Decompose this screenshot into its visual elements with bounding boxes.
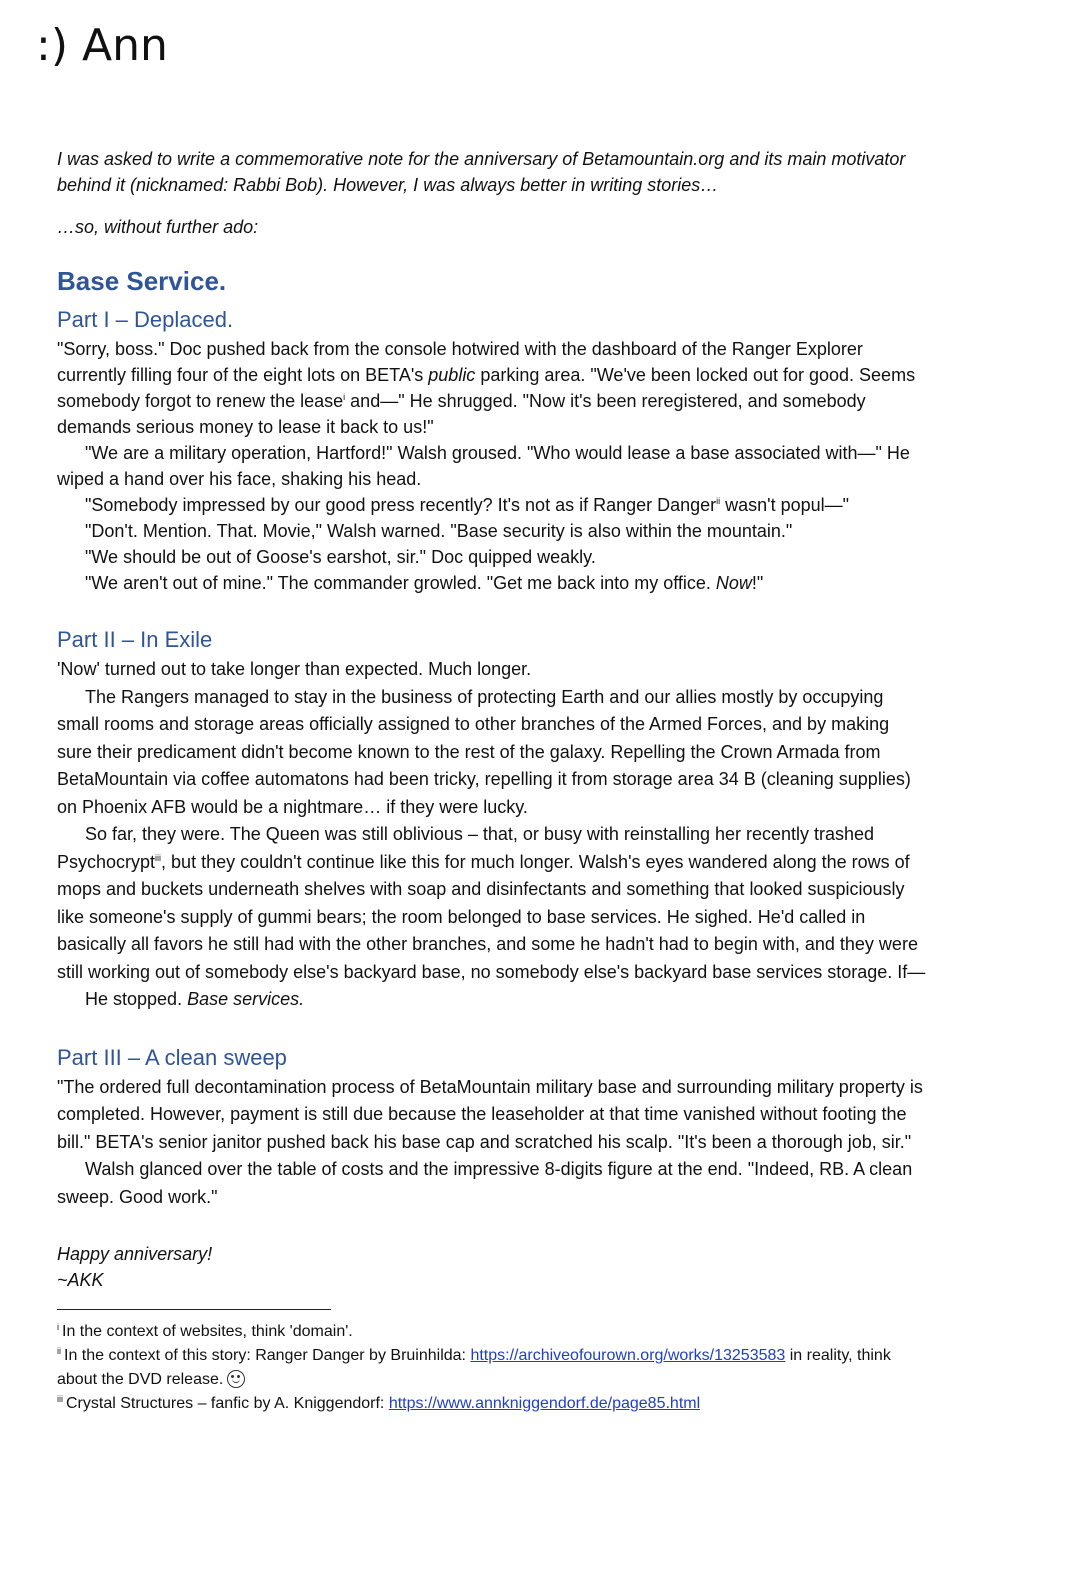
footnote-mark: i (57, 1321, 59, 1332)
part-1-paragraph-2: "We are a military operation, Hartford!" Walsh groused. "Who would lease a base associated with—" He wiped a hand over his face, shaking his head. (57, 443, 910, 489)
footnote-ref-iii[interactable]: iii (155, 852, 162, 863)
footnote-separator (57, 1309, 331, 1310)
part-2 (57, 626, 927, 1014)
part-3 (57, 1044, 927, 1212)
footnote-3: $^{iii}$ Crystal Structures – fanfic by A. Kniggendorf: https://www.annkniggendorf.de/page85.html (57, 1393, 701, 1412)
part-3-paragraph-2: Walsh glanced over the table of costs and the impressive 8-digits figure at the end. "Indeed, RB. A clean sweep. Good work." (57, 1159, 913, 1207)
footnote-1: $^i$ In the context of websites, think 'domain'. (57, 1321, 353, 1340)
part-2-paragraph-3: So far, they were. The Queen was still oblivious – that, or busy with reinstalling her recently trashed Psychocrypt$^{iii}$, but they couldn't continue like this for much longer. Walsh's eyes wandered along the rows of mops and buckets underneath shelves with soap and disinfectants and something that looked suspiciously like someone's supply of gummi bears; the room belonged to base services. He sighed. He'd called in basically all favors he still had with the other branches, and some he hadn't had to begin with, and they were still working out of somebody else's backyard base, no somebody else's backyard base services storage. If— (57, 824, 926, 982)
footnote-ref-ii[interactable]: ii (716, 496, 721, 506)
part-1-title: Part I – Deplaced. (57, 307, 234, 332)
kniggendorf-link[interactable]: https://www.annkniggendorf.de/page85.html (388, 1395, 701, 1412)
page-title: :) Ann (36, 20, 168, 71)
footnote-mark: ii (57, 1345, 61, 1356)
part-1 (57, 306, 927, 596)
part-2-paragraph-1: 'Now' turned out to take longer than expected. Much longer. (57, 659, 532, 679)
intro (57, 146, 927, 240)
part-1-paragraph-5: "We should be out of Goose's earshot, sir." Doc quipped weakly. (85, 547, 596, 567)
closing (57, 1241, 927, 1293)
footnote-mark: iii (57, 1393, 63, 1404)
part-1-paragraph-1: "Sorry, boss." Doc pushed back from the console hotwired with the dashboard of the Ranger Explorer currently filling four of the eight lots on BETA's public parking area. "We've been locked out for good. Seems somebody forgot to renew the lease$^i$ and—" He shrugged. "Now it's been reregistered, and somebody demands serious money to lease it back to us!" (57, 339, 916, 437)
footnote-ref-i[interactable]: i (343, 392, 346, 402)
closing-greeting: Happy anniversary! (57, 1244, 213, 1264)
part-3-title: Part III – A clean sweep (57, 1044, 287, 1070)
story-title: Base Service. (57, 266, 227, 296)
footnote-2: $^{ii}$ In the context of this story: Ranger Danger by Bruinhilda: https://archiveofourown.org/works/13253583 in reality, think about the DVD release. (57, 1345, 891, 1388)
part-2-paragraph-2: The Rangers managed to stay in the business of protecting Earth and our allies mostly by occupying small rooms and storage areas officially assigned to other branches of the Armed Forces, and by making sure their predicament didn't become known to the rest of the galaxy. Repelling the Crown Armada from BetaMountain via coffee automatons had been tricky, repelling it from storage area 34 B (cleaning supplies) on Phoenix AFB would be a nightmare… if they were lucky. (57, 686, 911, 817)
part-2-title: Part II – In Exile (57, 627, 213, 652)
intro-paragraph: I was asked to write a commemorative note for the anniversary of Betamountain.org and its main motivator behind it (nicknamed: Rabbi Bob). However, I was always better in writing stories… (57, 149, 906, 195)
footnotes (57, 1320, 927, 1416)
part-1-paragraph-6: "We aren't out of mine." The commander growled. "Get me back into my office. Now!" (85, 573, 764, 593)
part-3-paragraph-1: "The ordered full decontamination process of BetaMountain military base and surrounding military property is completed. However, payment is still due because the leaseholder at that time vanished without footing the bill." BETA's senior janitor pushed back his base cap and scratched his scalp. "It's been a thorough job, sir." (57, 1076, 923, 1152)
part-1-paragraph-3: "Somebody impressed by our good press recently? It's not as if Ranger Danger$^{ii}$ wasn't popul—" (85, 495, 850, 515)
closing-signature: ~AKK (57, 1270, 104, 1290)
intro-lead-in: …so, without further ado: (57, 217, 259, 237)
smiley-emoji-icon (227, 1370, 245, 1388)
part-1-paragraph-4: "Don't. Mention. That. Movie," Walsh warned. "Base security is also within the mountain." (85, 521, 793, 541)
part-2-paragraph-4: He stopped. Base services. (85, 989, 305, 1009)
ao3-link[interactable]: https://archiveofourown.org/works/13253583 (470, 1347, 786, 1364)
document-body (57, 146, 927, 1416)
